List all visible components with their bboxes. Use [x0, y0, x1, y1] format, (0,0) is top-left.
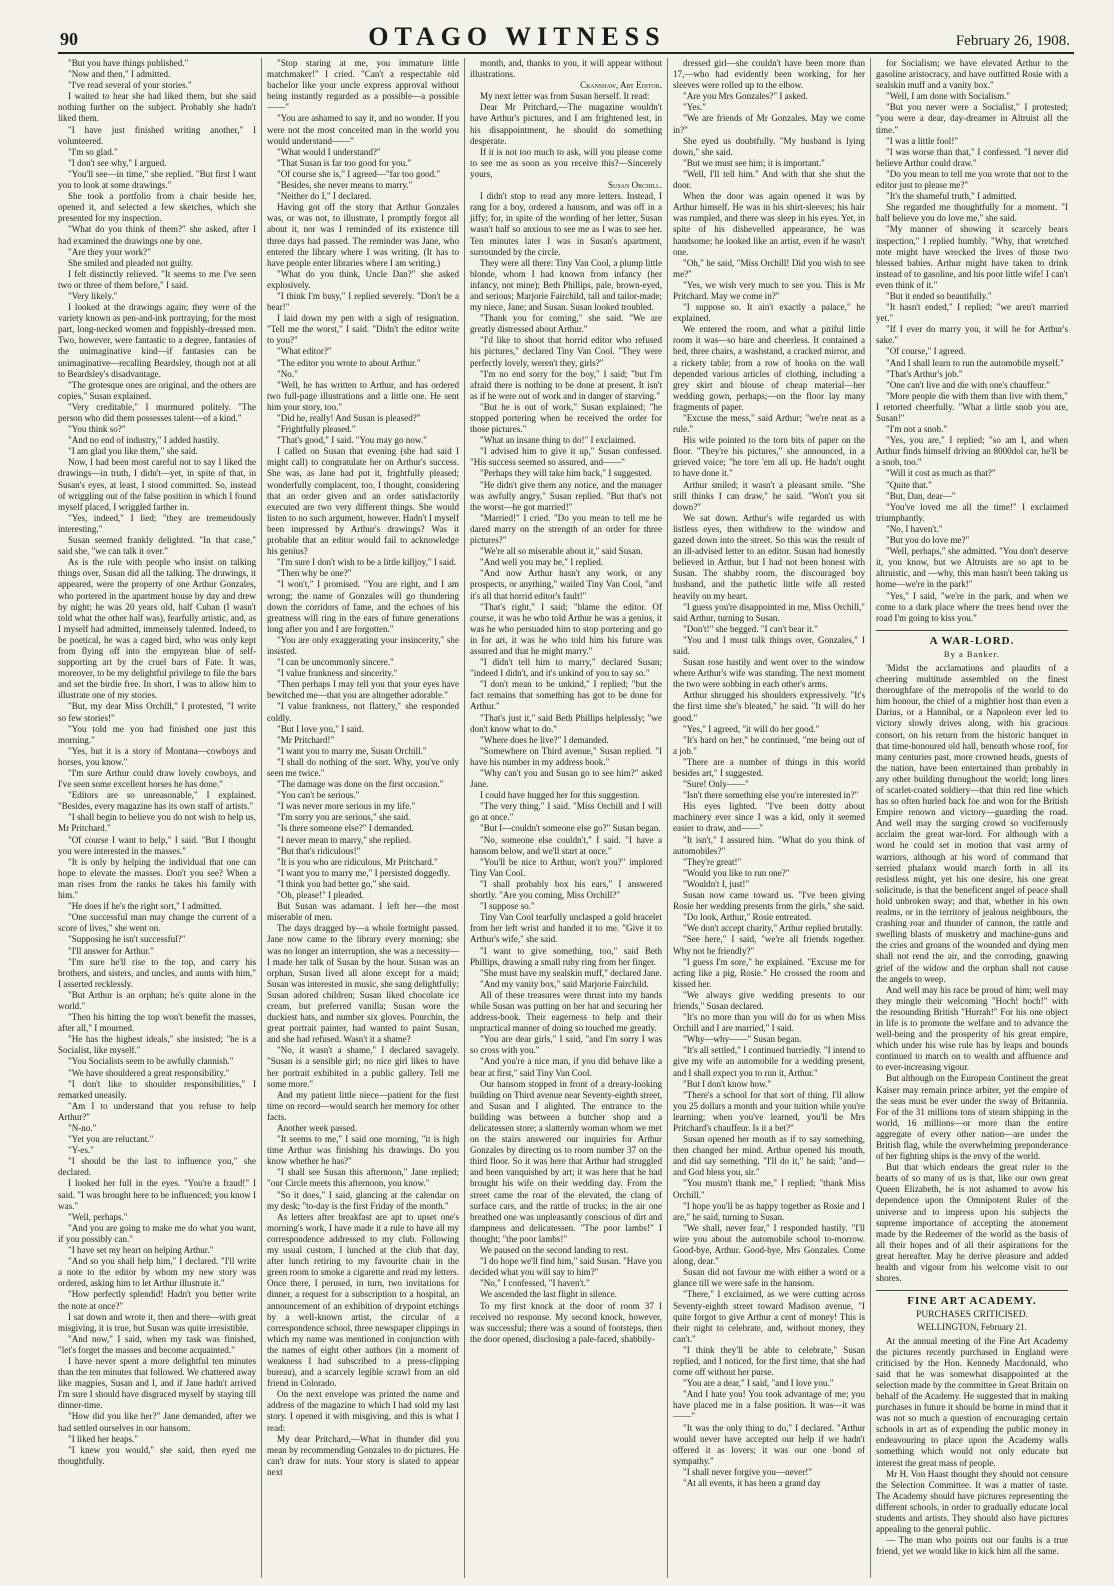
story-paragraph: "No." [277, 368, 298, 379]
story-paragraph: "But it ended so beautifully." [886, 290, 992, 301]
story-paragraph: "We're all so miserable about it," said Susan. [480, 546, 643, 557]
article-heading-fine-art: FINE ART ACADEMY. [876, 1290, 1068, 1307]
story-paragraph: "What do you think, Uncle Dan?" she asked explosively. [267, 268, 459, 290]
story-paragraph: "There," I exclaimed, as we were cutting across Seventy-eighth street toward Madison avenue, "I quite forgot to give Arthur a cent of money! This is their night to celebrate, and, without money, they can't." [673, 1289, 865, 1344]
story-paragraph: "Supposing he isn't successful?" [68, 934, 186, 945]
story-paragraph: We ascended the last flight in silence. [480, 1289, 617, 1300]
story-paragraph: "Very creditable," I murmured politely. "The person who did them possesses talent—of a kind." [58, 401, 256, 423]
story-paragraph: "Quite that." [886, 479, 932, 490]
story-paragraph: "And you are going to make me do what you want, if you possibly can." [58, 1222, 256, 1244]
story-paragraph: "And my vanity box," said Marjorie Fairchild. [480, 978, 649, 989]
story-paragraph: "Yes, you are," I replied; "so am I, and when Arthur finds himself driving an 8000dol car, he'll be a snob, too." [876, 435, 1068, 468]
story-paragraph: "You'll be nice to Arthur, won't you?" implored Tiny Van Cool. [470, 856, 662, 878]
story-paragraph: "Neither do I," I declared. [277, 191, 372, 202]
story-paragraph: "It's hard on her," he continued, "me being out of a job." [673, 734, 865, 756]
story-paragraph: "How perfectly splendid! Hadn't you better write the note at once?" [58, 1289, 256, 1311]
article-paragraph: But although on the European Continent the great Kaiser may remain prince arbiter, yet the empire of the seas must be ever under the sway of Britannia. For of the 31 millions tons of steam shipping in the world, 16 millions—or more than the entire aggregate of every other nation—are under the British flag, while the overwhelming preponderance of her fighting ships is the envy of the world. [876, 1073, 1068, 1162]
story-paragraph: "Is there someone else?" I demanded. [277, 823, 414, 834]
story-paragraph: "And now Arthur hasn't any work, or any prospects, or anything," wailed Tiny Van Cool, "and it's all that horrid editor's fault!" [470, 568, 662, 601]
story-paragraph: "That's Arthur's job." [886, 368, 963, 379]
column-1 [58, 58, 261, 1578]
story-paragraph: And my patient little niece—patient for the first time on record—would search her memory for other facts. [267, 1089, 459, 1122]
story-paragraph: I could have hugged her for this suggestion. [480, 790, 640, 801]
story-paragraph: "But Arthur is an orphan; he's quite alone in the world." [58, 989, 256, 1011]
story-paragraph: "What would I understand?" [277, 146, 381, 157]
column-3 [464, 58, 667, 1578]
story-paragraph: "I suppose so." [480, 901, 535, 912]
story-paragraph: "I'm not a snob." [886, 424, 948, 435]
article-subheading: PURCHASES CRITICISED. [916, 1310, 1028, 1321]
story-paragraph: "It isn't," I assured him. "What do you think of automobiles?" [673, 834, 865, 856]
story-paragraph: "Frightfully pleased." [277, 424, 356, 435]
story-paragraph: "Will it cost as much as that?" [886, 468, 996, 479]
story-paragraph: They were all there: Tiny Van Cool, a plump little blonde, whom I had known from infancy (her infancy, not mine); Beth Phillips, pale, brown-eyed, and serious; Marjorie Fairchild, tall and tailor-made; my niece, Jane; and Susan. Susan looked troubled. [470, 257, 662, 313]
column-2 [261, 58, 464, 1578]
story-paragraph: The days dragged by—a whole fortnight passed. Jane now came to the library every morning; she was no longer an interruption, she was a necessity—I made her talk of Susan by the hour. Susan was an orphan, Susan lived all alone except for a maid; Susan was interested in music, she sang delightfully; Susan adored children; Susan liked chocolate ice cream, but preferred vanilla; Susan wore the duckiest hats, and number six gloves. Pourchin, the great portrait painter, had wanted to paint Susan, and she had refused. Wasn't it a shame? [267, 923, 459, 1045]
story-paragraph: "It seems to me," I said one morning, "it is high time Arthur was finishing his drawings. Do you know whether he has?" [267, 1134, 459, 1167]
story-paragraph: "That Susan is far too good for you." [277, 157, 412, 168]
story-paragraph: All of these treasures were thrust into my hands while Susan was putting on her hat and securing her address-book. Their eagerness to help and their unpractical manner of doing so touched me greatly. [470, 989, 662, 1034]
story-paragraph: When the door was again opened it was by Arthur himself. He was in his shirt-sleeves; his hair was rumpled, and there was sleep in his eyes. Yet, in spite of his dishevelled appearance, he was handsome; he looked like an artist, even if he wasn't one. [673, 191, 865, 257]
story-paragraph: "It is you who are ridiculous, Mr Pritchard." [277, 856, 438, 867]
story-paragraph: Susan did not favour me with either a word or a glance till we were safe in the hansom. [673, 1267, 865, 1289]
story-paragraph: "That's right," I said; "blame the editor. Of course, it was he who told Arthur he was a genius, it was he who persuaded him to stop portering and go in for art, it was he who told him his future was assured and that he might marry." [470, 601, 662, 656]
story-paragraph: "I didn't tell him to marry," declared Susan; "indeed I didn't, and it's unkind of you to say so." [470, 657, 662, 679]
story-paragraph: "No, it wasn't a shame," I declared savagely. "Susan is a sensible girl; no nice girl likes to have her portrait exhibited in a public gallery. Tell me some more." [267, 1045, 459, 1089]
column-4 [667, 58, 870, 1578]
story-paragraph: "It's the shameful truth," I admitted. [886, 191, 1017, 202]
story-paragraph: "I think I'm busy," I replied severely. "Don't be a bear!" [267, 290, 459, 313]
story-paragraph: My next letter was from Susan herself. It read: [480, 91, 650, 102]
story-paragraph: "Now and then," I admitted. [68, 69, 171, 80]
story-paragraph: Susan rose hastily and went over to the window where Arthur's wife was standing. The next moment the two were sobbing in each other's arms. [673, 657, 865, 690]
story-paragraph: "Editors are so unreasonable," I explained. "Besides, every magazine has its own staff of artists." [58, 790, 256, 812]
newspaper-title: OTAGO WITNESS [368, 22, 666, 51]
story-paragraph: dressed girl—she couldn't have been more than 17,—who had evidently been working, for her sleeves were rolled up to the elbow. [673, 58, 865, 91]
story-paragraph: His eyes lighted. "I've been dotty about machinery ever since I was a kid, only it seemed easier to draw, and——" [673, 801, 865, 834]
story-paragraph: "We have shouldered a great responsibility." [68, 1067, 230, 1078]
story-paragraph: "But that's ridiculous!" [277, 845, 361, 856]
story-paragraph: "I don't like to shoulder responsibilities," I remarked uneasily. [58, 1078, 256, 1100]
story-paragraph: "Perhaps they will take him back," I suggested. [480, 468, 652, 479]
story-paragraph: "Yes, but it is a story of Montana—cowboys and horses, you know." [58, 745, 256, 767]
story-paragraph: "I think they'll be able to celebrate," Susan replied, and I noticed, for the first time, that she had come off without her purse. [673, 1344, 865, 1378]
story-paragraph: But Susan was adamant. I left her—the most miserable of men. [267, 901, 459, 923]
story-paragraph: She eyed us doubtfully. "My husband is lying down," she said. [673, 135, 865, 157]
story-paragraph: "I'm sure I don't wish to be a little killjoy," I said. [277, 557, 457, 568]
story-paragraph: I called on Susan that evening (she had said I might call) to congratulate her on Arthur's success. She was, as Jane had put it, frightfully pleased; wonderfully complacent, too, I thought, considering that an order given and an order satisfactorily executed are two very different things. She would listen to no such argument, however. Hadn't I myself been impressed by Arthur's drawings? Was it probable that an editor would fail to acknowledge his genius? [267, 446, 459, 557]
story-paragraph: "There's a school for that sort of thing. I'll allow you 25 dollars a month and your tuition while you're learning; when you've learned, you'll be Mrs Pritchard's chauffeur. Is it a bet?" [673, 1089, 865, 1133]
story-paragraph: "I advised him to give it up," Susan confessed. "His success seemed so assured, and——" [470, 446, 662, 468]
story-paragraph: "The very thing," I said. "Miss Orchill and I will go at once." [470, 801, 662, 823]
story-paragraph: "You are a dear," I said, "and I love you." [683, 1378, 834, 1389]
story-paragraph: "No, I haven't." [886, 523, 943, 534]
letter-signature: Susan Orchill. [607, 180, 662, 191]
story-paragraph: "I don't see why," I argued. [68, 157, 167, 168]
story-paragraph: "It is only by helping the individual that one can hope to elevate the masses. Don't you see? When a man rises from the ranks he takes his family with him." [58, 856, 256, 901]
article-byline: By a Banker. [943, 648, 1001, 659]
story-paragraph: She took a portfolio from a chair beside her, opened it, and selected a few sketches, which she presented for my inspection. [58, 191, 256, 224]
story-paragraph: Susan opened her mouth as if to say something, then changed her mind. Arthur opened his mouth, and did say something. "I'll do it," he said; "and—and God bless you, sir." [673, 1134, 865, 1178]
story-paragraph: "And well you may be," I replied. [480, 557, 604, 568]
story-paragraph: "Of course I want to help," I said. "But I thought you were interested in the masses." [58, 834, 256, 856]
story-paragraph: "We don't accept charity," Arthur replied brutally. [683, 923, 863, 934]
story-paragraph: for Socialism; we have elevated Arthur to the gasoline aristocracy, and have outfitted Rosie with a sealskin muff and a vanity box." [876, 58, 1068, 91]
story-paragraph: "It hasn't ended," I replied; "we aren't married yet." [876, 302, 1068, 324]
story-paragraph: "Why—why——" Susan began. [683, 1034, 802, 1045]
story-paragraph: "But I don't know how." [683, 1078, 772, 1089]
story-paragraph: "Somewhere on Third avenue," Susan replied. "I have his number in my address book." [470, 745, 662, 767]
story-paragraph: "I'm no end sorry for the boy," I said; "but I'm afraid there is nothing to be done at present. It isn't as if he were out of work and in danger of starving." [470, 368, 662, 401]
story-paragraph: "I should be the last to influence you," she declared. [58, 1156, 256, 1178]
story-paragraph: "I guess I'm sore," he explained. "Excuse me for acting like a pig, Rosie." He crossed the room and kissed her. [673, 956, 865, 989]
story-paragraph: "The editor you wrote to about Arthur." [277, 357, 421, 368]
story-paragraph: "And now," I said, when my task was finished, "let's forget the masses and become acquainted." [58, 1333, 256, 1355]
story-paragraph: "How did you like her?" Jane demanded, after we had settled ourselves in our hansom. [58, 1411, 256, 1433]
story-paragraph: I felt distinctly relieved. "It seems to me I've seen two or three of them before," I said. [58, 268, 256, 290]
story-paragraph: I have never spent a more delightful ten minutes than the ten minutes that followed. We chattered away like magpies, Susan and I, and if Jane hadn't arrived I'm sure I should have disgraced myself by staying till dinner-time. [58, 1355, 256, 1411]
story-paragraph: "But he is out of work," Susan explained; "he stopped portering when he received the order for those pictures." [470, 401, 662, 435]
story-paragraph: "The grotesque ones are original, and the others are copies," Susan explained. [58, 379, 256, 401]
story-paragraph: "But, Dan, dear—" [886, 490, 956, 501]
story-paragraph: "And so you shall help him," I declared. "I'll write a note to the editor by whom my new story was ordered, asking him to let Arthur illustrate it." [58, 1256, 256, 1289]
story-paragraph: "Am I to understand that you refuse to help Arthur?" [58, 1100, 256, 1122]
story-paragraph: "My manner of showing it scarcely bears inspection," I replied humbly. "Why, that wretched note might have wrecked the lives of those two blessed babies. Arthur might have taken to drink instead of to gasoline, and his poor little wife! I can't even think of it." [876, 224, 1068, 290]
story-paragraph: If it is not too much to ask, will you please come to see me as soon as you receive this?—Sincerely yours, [470, 146, 662, 179]
story-paragraph: "Yes, we wish very much to see you. This is Mr Pritchard. May we come in?" [673, 279, 865, 301]
story-paragraph: "I'm sure Arthur could draw lovely cowboys, and I've seen some excellent horses he has done." [58, 768, 256, 790]
story-paragraph: "That's just it," said Beth Phillips helplessly; "we don't know what to do." [470, 712, 662, 734]
story-paragraph: To my first knock at the door of room 37 I received no response. My second knock, however, was successful; there was a sound of footsteps, then the door opened, disclosing a pale-faced, shabbily- [470, 1300, 662, 1344]
story-paragraph: month, and, thanks to you, it will appear without illustrations. [470, 58, 662, 80]
story-paragraph: "Well, he has written to Arthur, and has ordered two full-page illustrations and a little one. He sent him your story, too." [267, 379, 459, 412]
story-paragraph: We paused on the second landing to rest. [480, 1245, 629, 1256]
story-paragraph: "I shall see Susan this afternoon," Jane replied; "our Circle meets this afternoon, you know." [267, 1167, 459, 1189]
story-paragraph: Susan seemed frankly delighted. "In that case," said she, "we can talk it over." [58, 535, 256, 557]
article-paragraph: — The man who points out our faults is a true friend, yet we would like to kick him all the same. [876, 1535, 1068, 1557]
story-paragraph: "I knew you would," she said, then eyed me thoughtfully. [58, 1444, 256, 1466]
story-paragraph: "The damage was done on the first occasion." [277, 779, 444, 790]
story-paragraph: "Isn't there something else you're interested in?" [683, 790, 859, 801]
story-paragraph: "You think so?" [68, 424, 126, 435]
story-paragraph: "You told me you had finished one just this morning." [58, 723, 256, 745]
story-paragraph: "That's good," I said. "You may go now." [277, 435, 427, 446]
story-paragraph: "Yet you are reluctant." [68, 1134, 154, 1145]
story-paragraph: "I was worse than that," I confessed. "I never did believe Arthur could draw." [876, 146, 1068, 168]
story-paragraph: "We are friends of Mr Gonzales. May we come in?" [673, 113, 865, 135]
story-paragraph: "Wouldn't I, just!" [683, 878, 750, 889]
story-paragraph: "Then his hitting the top won't benefit the masses, after all," I mourned. [58, 1012, 256, 1034]
story-paragraph: "I am glad you like them," she said. [68, 446, 198, 457]
article-paragraph: And well may his race be proud of him; well may they mingle their welcoming "Hoch! hoch!" with the resounding British "Hurrah!" For his one object in life is to promote the welfare and to advance the well-being and the prosperity of his great empire, which under his wise rule has by leaps and bounds continued to march on to wealth and affluence and to ever-increasing vigour. [876, 984, 1068, 1073]
story-paragraph: Having got off the story that Arthur Gonzales was, or was not, to illustrate, I promptly forgot all about it, nor was I reminded of its existence till three days had passed. The reminder was Jane, who entered the library where I was writing. (It has to have people enter libraries where I am writing.) [267, 202, 459, 268]
story-paragraph: "What an insane thing to do!" I exclaimed. [480, 435, 636, 446]
story-paragraph: "Yes, indeed," I lied; "they are tremendously interesting." [58, 512, 256, 534]
story-paragraph: "I shall probably box his ears," I answered shortly. "Are you coming, Miss Orchill?" [470, 878, 662, 901]
story-paragraph: "You mustn't thank me," I replied; "thank Miss Orchill." [673, 1178, 865, 1200]
story-paragraph: "Yes," I said, "we're in the park, and when we come to a dark place where the trees bend over the road I'm going to kiss you." [876, 590, 1068, 623]
letter-signature: Cranshaw, Art Editor. [580, 80, 662, 91]
story-paragraph: "What do you think of them?" she asked, after I had examined the drawings one by one. [58, 224, 256, 246]
story-paragraph: "I can be uncommonly sincere." [277, 657, 394, 668]
story-paragraph: "I won't," I promised. "You are right, and I am wrong; the name of Gonzales will go thundering down the corridors of fame, and the echoes of his greatness will ring in the ears of future generations long after you and I are forgotten." [267, 579, 459, 634]
story-paragraph: "And no end of industry," I added hastily. [68, 435, 219, 446]
story-paragraph: "Are you Mrs Gonzales?" I asked. [683, 91, 808, 102]
story-paragraph: "But you have things published." [68, 58, 189, 68]
story-paragraph: "I liked her heaps." [68, 1433, 139, 1444]
story-paragraph: "You've loved me all the time!" I exclaimed triumphantly. [876, 501, 1068, 523]
story-paragraph: "Very likely." [68, 290, 118, 301]
story-paragraph: "Would you like to run one?" [683, 867, 790, 878]
story-paragraph: Susan now came toward us. "I've been giving Rosie her wedding presents from the girls," she said. [673, 890, 865, 912]
masthead [60, 22, 1070, 50]
story-paragraph: "Mr Pritchard!" [277, 734, 335, 745]
story-paragraph: "Besides, she never means to marry." [277, 180, 413, 191]
story-paragraph: I sat down and wrote it, then and there—with great misgiving, it is true, but Susan was quite irresistible. [58, 1311, 256, 1333]
story-paragraph: "You can't be serious." [277, 790, 360, 801]
story-paragraph: "So it does," I said, glancing at the calendar on my desk; "to-day is the first Friday of the month." [267, 1189, 459, 1211]
columns [58, 58, 1074, 1578]
story-paragraph: Tiny Van Cool tearfully unclasped a gold bracelet from her left wrist and handed it to me. "Give it to Arthur's wife," she said. [470, 912, 662, 945]
article-heading-war-lord: A WAR-LORD. [876, 630, 1068, 647]
story-paragraph: "No, someone else couldn't," I said. "I have a hansom below, and we'll start at once." [470, 834, 662, 856]
story-paragraph: "It was the only thing to do," I declared. "Arthur would never have accepted our help if we hadn't offered it as lovers; it was our one bond of sympathy." [673, 1422, 865, 1466]
story-paragraph: "Then why be one?" [277, 568, 352, 579]
story-paragraph: As letters after breakfast are apt to upset one's morning's work, I have made it a rule to have all my correspondence addressed to my club. Following my usual custom, I lunched at the club that day, after lunch retiring to my favourite chair in the green room to smoke a cigarette and read my letters. Once there, I perused, in turn, two invitations for dinner, a request for a subscription to a hospital, an announcement of an exhibition of drypoint etchings by a well-known artist, the circular of a correspondence school, three newspaper clippings in which my name was mentioned in conjunction with the names of eight other authors (in a moment of weakness I had subscribed to a press-clipping bureau), and a scarcely legible scrawl from an old friend in Colorado. [267, 1211, 459, 1389]
story-paragraph: "He didn't give them any notice, and the manager was awfully angry," Susan replied. "But that's not the worst—he got married!" [470, 479, 662, 512]
story-paragraph: "Well, perhaps," she admitted. "You don't deserve it, you know, but we Altruists are so apt to be altruistic, and —why, this man hasn't been taking us home—we're in the park!" [876, 546, 1068, 590]
story-paragraph: "You Socialists seem to be awfully clannish." [68, 1056, 234, 1067]
story-paragraph: "But you never were a Socialist," I protested; "you were a dear, day-dreamer in Altruist all the time." [876, 102, 1068, 135]
story-paragraph: "I want you to marry me, Susan Orchill." [277, 745, 427, 756]
story-paragraph: "Then perhaps I may tell you that your eyes have bewitched me—that you are altogether adorable." [267, 679, 459, 701]
story-paragraph: "You are ashamed to say it, and no wonder. If you were not the most conceited man in the world you would understand——" [267, 113, 459, 146]
story-paragraph: "I want you to marry me," I persisted doggedly. [277, 867, 451, 878]
story-paragraph: "Excuse the mess," said Arthur; "we're neat as a rule." [673, 413, 865, 435]
story-paragraph: "Do you mean to tell me you wrote that not to the editor just to please me?" [876, 168, 1068, 191]
story-paragraph: Now, I had been most careful not to say I liked the drawings—in truth, I didn't—yet, in spite of that, in Susan's eyes, at least, I stood committed. So, instead of wriggling out of the false position in which I found myself placed, I wriggled farther in. [58, 457, 256, 512]
story-paragraph: "We always give wedding presents to our friends," Susan declared. [673, 989, 865, 1011]
masthead-rule [58, 52, 1074, 54]
article-paragraph: 'Midst the acclamations and plaudits of a cheering multitude assembled on the finest thoroughfare of the metropolis of the world to do him honour, the chief of a mightier host than even a Darius, or a Hannibal, or a Napoleon ever led to victory slowly drives along, with his gracious consort, on his return from the historic banquet in that time-honoured old hall, beneath whose roof, for many centuries past, more crowned heads, guests of the nation, have been entertained than probably in any other building throughout the world; long lines of scarlet-coated soldiery—that thin red line which has so often hurled back foe and won for the British Empire renown and victory—guarding the road. And well may the surging crowd so vociferously acclaim the great war-lord. For although with a word he could set in motion that vast army of warriors, although at his word of command that serried phalanx would march forth in all its resistless might, yet his one desire, his one great solicitude, is that the beneficent angel of peace shall hold unbroken sway; and that, whether in his own realms, or in the territory of jealous neighbours, the crashing roar and thunder of cannon, the rattle and swelling blasts of musketry and machine-guns and the cries and groans of the wounded and dying men shall not rend the air, and the corroding, gnawing grief of the widow and the orphan shall not cause the angels to weep. [876, 662, 1068, 984]
story-paragraph: "I have set my heart on helping Arthur." [68, 1245, 214, 1256]
story-paragraph: "More people die with them than live with them," I retorted cheerfully. "What a little snob you are, Susan!" [876, 390, 1068, 423]
story-paragraph: "I value frankness, not flattery," she responded coldly. [267, 701, 459, 723]
story-paragraph: "No," I confessed, "I haven't." [480, 1278, 590, 1289]
story-paragraph: "I guess you're disappointed in me, Miss Orchill," said Arthur, turning to Susan. [673, 601, 865, 623]
story-paragraph: "N-no." [68, 1123, 97, 1133]
story-paragraph: "We shall, never fear," I responded hastily. "I'll wire you about the automobile school to-morrow. Good-bye, Arthur. Good-bye, Mrs Gonzales. Come along, dear." [673, 1222, 865, 1267]
story-paragraph: "I've read several of your stories." [68, 80, 192, 91]
story-paragraph: "Why can't you and Susan go to see him?" asked Jane. [470, 768, 662, 790]
story-paragraph: "I think you had better go," she said. [277, 878, 410, 889]
story-paragraph: "I'm sure he'll rise to the top, and carry his brothers, and sisters, and uncles, and aunts with him," I asserted recklessly. [58, 956, 256, 989]
story-paragraph: His wife pointed to the torn bits of paper on the floor. "They're his pictures," she announced, in a grieved voice; "he tore 'em all up. He hadn't ought to have done it." [673, 435, 865, 479]
story-paragraph: "Are they your work?" [68, 246, 151, 257]
story-paragraph: I waited to hear she had liked them, but she said nothing further on the subject. Probably she hadn't liked them. [58, 91, 256, 124]
story-paragraph: On the next envelope was printed the name and address of the magazine to which I had sold my last story. I opened it with misgiving, and this is what I read: [267, 1389, 459, 1433]
story-paragraph: "I shall do nothing of the sort. Why, you've only seen me twice." [267, 756, 459, 778]
column-5 [870, 58, 1073, 1578]
story-paragraph: "And I hate you! You took advantage of me; you have placed me in a false position. It was—it was——" [673, 1389, 865, 1422]
story-paragraph: "I don't mean to be unkind," I replied; "but the fact remains that something has got to be done for Arthur." [470, 679, 662, 712]
story-paragraph: "But you do love me?" [886, 535, 970, 546]
story-paragraph: She regarded me thoughtfully for a moment. "I half believe you do love me," she said. [876, 202, 1068, 224]
story-paragraph: My dear Pritchard,—What in thunder did you mean by recommending Gonzales to do pictures. He can't draw for nuts. Your story is slated to appear next [267, 1433, 459, 1477]
story-paragraph: "They're great!" [683, 856, 742, 867]
story-paragraph: "She must have my sealskin muff," declared Jane. [480, 967, 662, 978]
story-paragraph: "Y-es." [68, 1145, 94, 1156]
story-paragraph: "Where does he live?" I demanded. [480, 734, 609, 745]
story-paragraph: "I was a little fool!" [886, 135, 959, 146]
page-number: 90 [60, 29, 78, 49]
story-paragraph: "Did he, really! And Susan is pleased?" [277, 413, 421, 423]
story-paragraph: "You'll see—in time," she replied. "But first I want you to look at some drawings." [58, 168, 256, 191]
story-paragraph: "Yes," I agreed, "it will do her good." [683, 723, 820, 734]
story-paragraph: "There are a number of things in this world besides art," I suggested. [673, 756, 865, 778]
story-paragraph: "But, my dear Miss Orchill," I protested, "I write so few stories!" [58, 701, 256, 723]
story-paragraph: "I shall never forgive you—never!" [683, 1466, 812, 1477]
story-paragraph: Another week passed. [277, 1123, 358, 1133]
story-paragraph: I didn't stop to read any more letters. Instead, I rang for a boy, ordered a hansom, and was off in a jiffy; for, in spite of the wording of her letter, Susan wasn't half so anxious to see me as I was to see her. Ten minutes later I was in Susan's apartment, surrounded by the circle. [470, 191, 662, 257]
story-paragraph: "Don't!" she begged. "I can't bear it." [683, 623, 818, 634]
story-paragraph: "But I—couldn't someone else go?" Susan began. [480, 823, 661, 834]
story-paragraph: "One successful man may change the current of a score of lives," she went on. [58, 912, 256, 934]
story-paragraph: "Well, perhaps." [68, 1211, 128, 1222]
story-paragraph: "Oh," he said, "Miss Orchill! Did you wish to see me?" [673, 257, 865, 279]
article-paragraph: Mr H. Von Haast thought they should not censure the Selection Committee. It was a matter of taste. The Academy should have pictures representing the different schools, in order to gradually educate local students and artists. They should also have pictures appealing to the general public. [876, 1468, 1068, 1535]
story-paragraph: I laid down my pen with a sigh of resignation. "Tell me the worst," I said. "Didn't the editor write to you?" [267, 313, 459, 346]
story-paragraph: "But I love you," I said. [277, 723, 364, 734]
story-paragraph: I looked at the drawings again; they were of the variety known as pen-and-ink portraying, for the most part, long-necked women and foppishly-dressed men. Two, however, were fantastic to a degree, fantasies of the unimaginative kind—if fantasies can be unimaginative—recalling Beardsley, though not at all to Beardsley's disadvantage. [58, 302, 256, 379]
story-paragraph: "Of course she is," I agreed—"far too good." [277, 168, 441, 179]
story-paragraph: "Well, I am done with Socialism." [886, 91, 1011, 102]
story-paragraph: She smiled and pleaded not guilty. [68, 257, 194, 268]
article-dateline: WELLINGTON, February 21. [917, 1322, 1027, 1333]
story-paragraph: "One can't live and die with one's chauffeur." [886, 379, 1051, 390]
story-paragraph: Our hansom stopped in front of a dreary-looking building on Third avenue near Seventy-eighth street, and Susan and I alighted. The entrance to the building was between a butcher shop and a delicatessen store; a slatternly woman whom we met on the stairs answered our inquiries for Arthur Gonzales by directing us to room number 37 on the third floor. So it was here that Arthur had struggled and been vanquished by art; it was here that he had brought his wife on their wedding day. From the street came the roar of the elevated, the clang of surface cars, and the rattle of trucks; in the air one breathed one was unpleasantly conscious of dirt and dampness and delicatessen. "The poor lambs!" I thought; "the poor lambs!" [470, 1078, 662, 1244]
story-paragraph: "Oh, please!" I pleaded. [277, 890, 364, 901]
story-paragraph: "You and I must talk things over, Gonzales," I said. [673, 634, 865, 656]
story-paragraph: I looked her full in the eyes. "You're a fraud!" I said. "I was brought here to be influenced; you know I was." [58, 1178, 256, 1211]
story-paragraph: "I was never more serious in my life." [277, 801, 416, 812]
story-paragraph: "But we must see him; it is important." [683, 157, 825, 168]
story-paragraph: "I want to give something, too," said Beth Phillips, drawing a small ruby ring from her finger. [470, 945, 662, 967]
story-paragraph: "I have just finished writing another," I volunteered. [58, 124, 256, 146]
story-paragraph: "I value frankness and sincerity." [277, 668, 398, 679]
story-paragraph: "At all events, it has been a grand day [683, 1478, 821, 1488]
story-paragraph: "I'd like to shoot that horrid editor who refused his pictures," declared Tiny Van Cool. "They were perfectly lovely, weren't they, girls?" [470, 335, 662, 368]
story-paragraph: "If I ever do marry you, it will be for Arthur's sake." [876, 324, 1068, 346]
story-paragraph: "He has the highest ideals," she insisted; "he is a Socialist, like myself." [58, 1034, 256, 1056]
story-paragraph: "You are dear girls," I said, "and I'm sorry I was so cross with you." [470, 1034, 662, 1056]
story-paragraph: "See here," I said, "we're all friends together. Why not be friendly?" [673, 934, 865, 956]
story-paragraph: Arthur shrugged his shoulders expressively. "It's the first time she's bleated," he said. "It will do her good." [673, 690, 865, 723]
issue-date: February 26, 1908. [955, 33, 1070, 49]
story-paragraph: "And you're a nice man, if you did behave like a bear at first," said Tiny Van Cool. [470, 1056, 662, 1078]
story-paragraph: "I shall begin to believe you do not wish to help us, Mr Pritchard." [58, 812, 256, 834]
story-paragraph: "It's no more than you will do for us when Miss Orchill and I are married," I said. [673, 1012, 865, 1034]
story-paragraph: "Sure! Only——" [683, 779, 749, 790]
article-paragraph: At the annual meeting of the Fine Art Academy the pictures recently purchased in England were criticised by the Hon. Kennedy Macdonald, who said that he was somewhat disappointed at the selection made by the committee in Great Britain on behalf of the Academy. He suggested that in making purchases in future it should be borne in mind that it was not so much a question of encouraging certain schools in art as of expending the public money in endeavouring to place upon the Academy walls something which would not only educate but interest the great mass of people. [876, 1335, 1068, 1468]
story-paragraph: "Well, I'll tell him." And with that she shut the door. [673, 168, 865, 191]
story-paragraph: "I never mean to marry," she replied. [277, 834, 412, 845]
story-paragraph: "Do look, Arthur," Rosie entreated. [683, 912, 812, 923]
story-paragraph: "I'm sorry you are serious," she said. [277, 812, 411, 823]
story-paragraph: "Stop staring at me, you immature little matchmaker!" I cried. "Can't a respectable old bachelor like your uncle express approval without being instantly regarded as a possible—a possible——" [267, 58, 459, 113]
story-paragraph: "I hope you'll be as happy together as Rosie and I are," he said, turning to Susan. [673, 1200, 865, 1222]
story-paragraph: "I'll answer for Arthur." [68, 945, 154, 956]
story-paragraph: "I'm so glad." [68, 146, 118, 157]
story-paragraph: Arthur smiled; it wasn't a pleasant smile. "She still thinks I can draw," he said. "Won't you sit down?" [673, 479, 865, 512]
story-paragraph: As is the rule with people who insist on talking things over, Susan did all the talking. The drawings, it appeared, were the property of one Arthur Gonzales, who portered in the apartment house by day and drew by night; he was 20 years old, half Cuban (I wasn't told what the other half was), fearfully artistic, and, as I myself had admitted, immensely talented. Indeed, to be poetical, he was a caged bird, who was only kept from flying off into the empyrean blue of self-supporting art by the cruel bars of Fate. It was, moreover, to be my delightful privilege to file the bars and set the birdie free. In short, I was to allow him to illustrate one of my stories. [58, 557, 256, 701]
story-paragraph: Dear Mr Pritchard,—The magazine wouldn't have Arthur's pictures, and I am frightened lest, in his disappointment, he should do something desperate. [470, 102, 662, 146]
story-paragraph: "He does if he's the right sort," I admitted. [68, 901, 222, 912]
story-paragraph: "It's all settled," I continued hurriedly. "I intend to give my wife an automobile for a wedding present, and I shall expect you to run it, Arthur." [673, 1045, 865, 1078]
story-paragraph: We entered the room, and what a pitiful little room it was—so bare and cheerless. It contained a bed, three chairs, a washstand, a cracked mirror, and a rickety table; from a row of hooks on the wall depended various articles of clothing, including a grey skirt and blouse of cheap material—her wedding gown, perhaps;—on the floor lay many fragments of paper. [673, 324, 865, 412]
story-paragraph: "I do hope we'll find him," said Susan. "Have you decided what you will say to him?" [470, 1256, 662, 1278]
story-paragraph: "What editor?" [277, 346, 332, 357]
story-paragraph: "And I shall learn to run the automobile myself." [886, 357, 1064, 368]
story-paragraph: We sat down. Arthur's wife regarded us with listless eyes, then withdrew to the window and gazed down into the street. So this was the result of an ill-advised letter to an editor. Susan had honestly believed in Arthur, but I had not been honest with Susan. The shabby room, the discouraged boy husband, and the pathetic little wife all rested heavily on my heart. [673, 512, 865, 601]
story-paragraph: "I suppose so. It ain't exactly a palace," he explained. [673, 302, 865, 324]
story-paragraph: "Married!" I cried. "Do you mean to tell me he dared marry on the strength of an order for three pictures?" [470, 512, 662, 546]
article-paragraph: But that which endears the great ruler to the hearts of so many of us is that, like our own great Queen Elizabeth, he is not ashamed to avow his dependence upon the Omnipotent Ruler of the universe and to impress upon his subjects the supreme importance of accepting the atonement made by the Redeemer of the world as the basis of all their hopes and of all their aspirations for the great hereafter. May he derive pleasure and added health and vigour from his welcome visit to our shores. [876, 1162, 1068, 1284]
story-paragraph: "Of course," I agreed. [886, 346, 966, 357]
story-paragraph: "Thank you for coming," she said. "We are greatly distressed about Arthur." [470, 313, 662, 335]
story-paragraph: "Yes." [683, 102, 706, 113]
story-paragraph: "You are only exaggerating your insincerity," she insisted. [267, 634, 459, 656]
